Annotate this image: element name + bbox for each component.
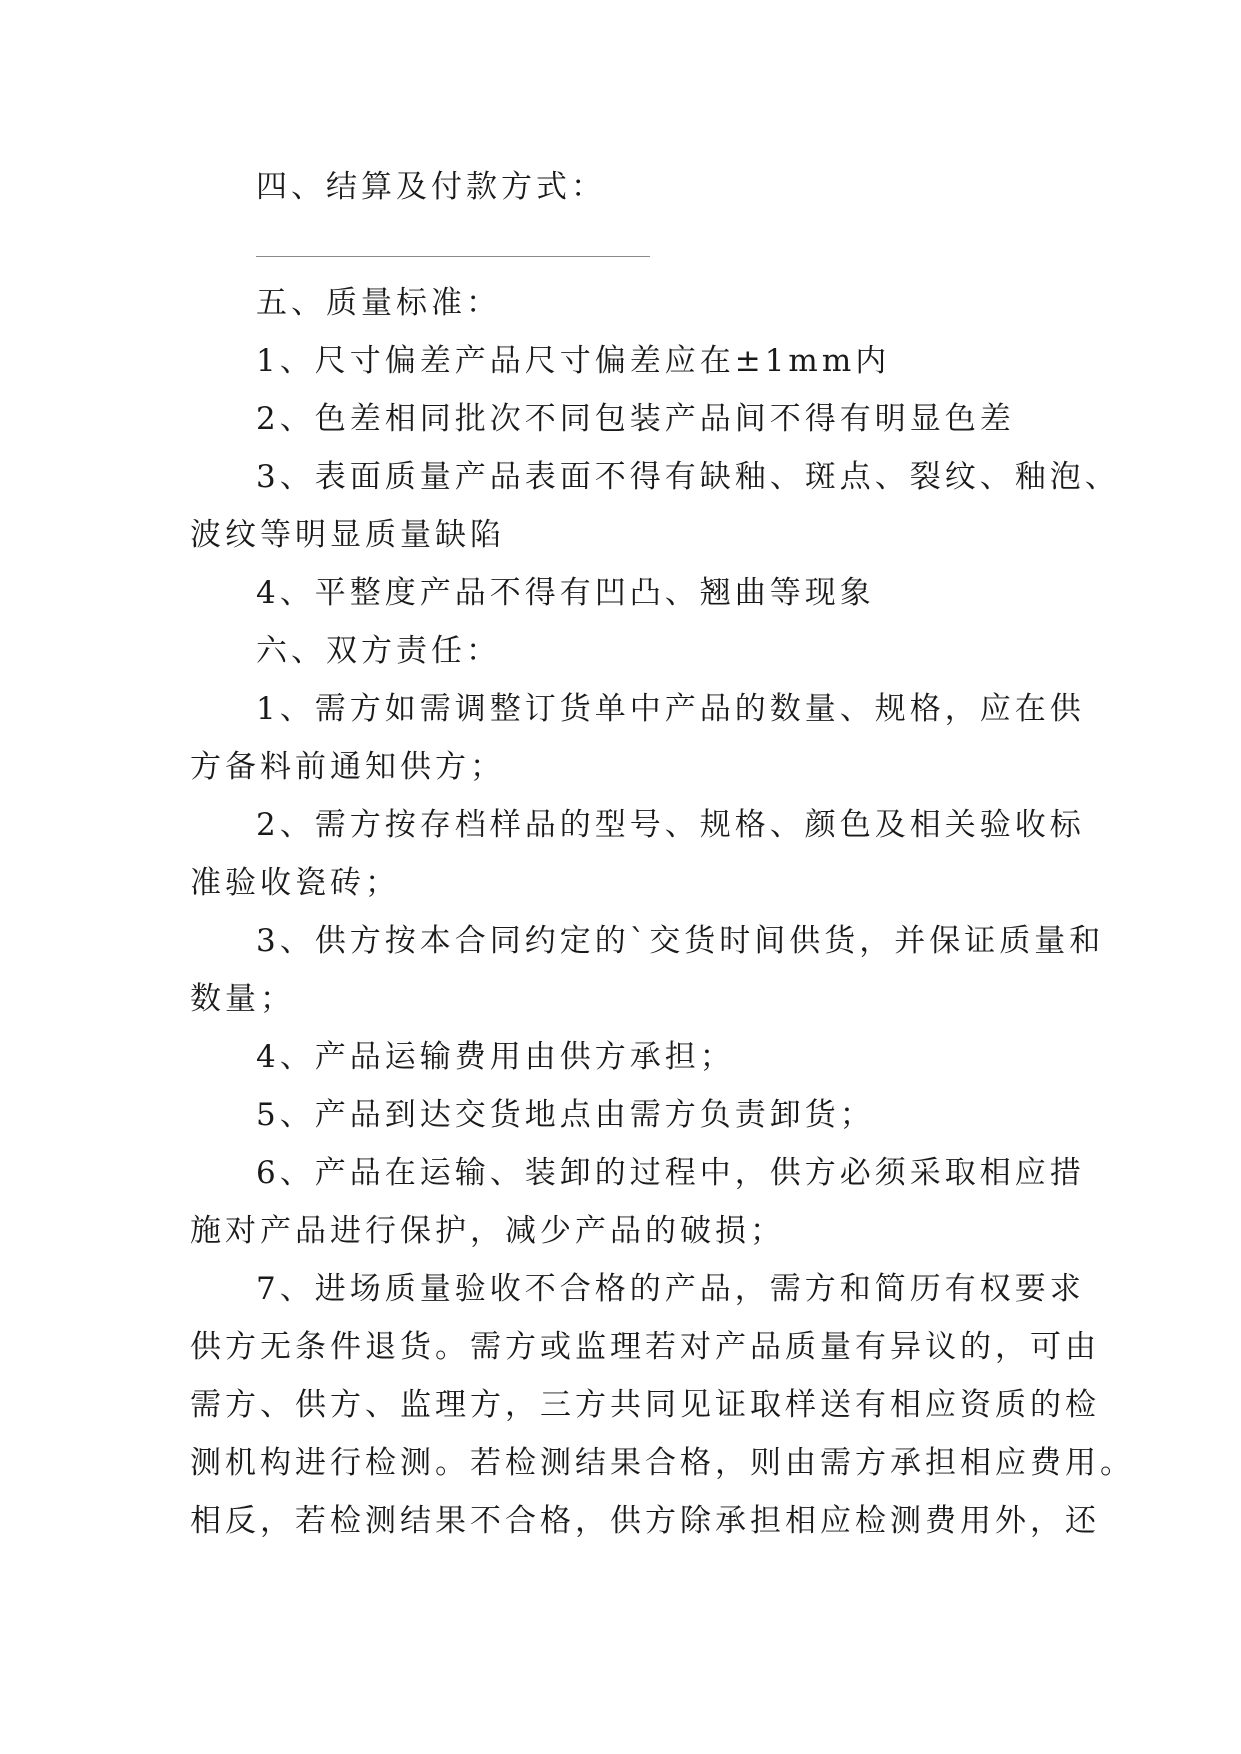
section-heading-responsibilities: 六、双方责任： bbox=[256, 633, 501, 669]
paragraph-line: 1、尺寸偏差产品尺寸偏差应在±1mm内 bbox=[256, 343, 891, 379]
paragraph-line: 1、需方如需调整订货单中产品的数量、规格，应在供 bbox=[256, 691, 1085, 727]
paragraph-line: 7、进场质量验收不合格的产品，需方和简历有权要求 bbox=[256, 1271, 1085, 1307]
paragraph-line: 波纹等明显质量缺陷 bbox=[190, 517, 505, 553]
paragraph-line: 6、产品在运输、装卸的过程中，供方必须采取相应措 bbox=[256, 1155, 1085, 1191]
paragraph-line: 4、平整度产品不得有凹凸、翘曲等现象 bbox=[256, 575, 875, 611]
paragraph-line: 准验收瓷砖； bbox=[190, 865, 400, 901]
paragraph-line: 3、表面质量产品表面不得有缺釉、斑点、裂纹、釉泡、 bbox=[256, 459, 1120, 495]
paragraph-line: 需方、供方、监理方，三方共同见证取样送有相应资质的检 bbox=[190, 1387, 1100, 1423]
section-heading-payment: 四、结算及付款方式： bbox=[256, 169, 606, 205]
paragraph-line: 2、色差相同批次不同包装产品间不得有明显色差 bbox=[256, 401, 1015, 437]
paragraph-line: 2、需方按存档样品的型号、规格、颜色及相关验收标 bbox=[256, 807, 1085, 843]
paragraph-line: 数量； bbox=[190, 981, 295, 1017]
paragraph-line: 3、供方按本合同约定的`交货时间供货，并保证质量和 bbox=[256, 923, 1105, 959]
blank-fill-line bbox=[256, 256, 650, 257]
paragraph-line: 方备料前通知供方； bbox=[190, 749, 505, 785]
paragraph-line: 测机构进行检测。若检测结果合格，则由需方承担相应费用。 bbox=[190, 1445, 1135, 1481]
paragraph-line: 4、产品运输费用由供方承担； bbox=[256, 1039, 735, 1075]
paragraph-line: 相反，若检测结果不合格，供方除承担相应检测费用外，还 bbox=[190, 1503, 1100, 1539]
paragraph-line: 5、产品到达交货地点由需方负责卸货； bbox=[256, 1097, 875, 1133]
paragraph-line: 供方无条件退货。需方或监理若对产品质量有异议的，可由 bbox=[190, 1329, 1100, 1365]
section-heading-quality: 五、质量标准： bbox=[256, 285, 501, 321]
paragraph-line: 施对产品进行保护，减少产品的破损； bbox=[190, 1213, 785, 1249]
